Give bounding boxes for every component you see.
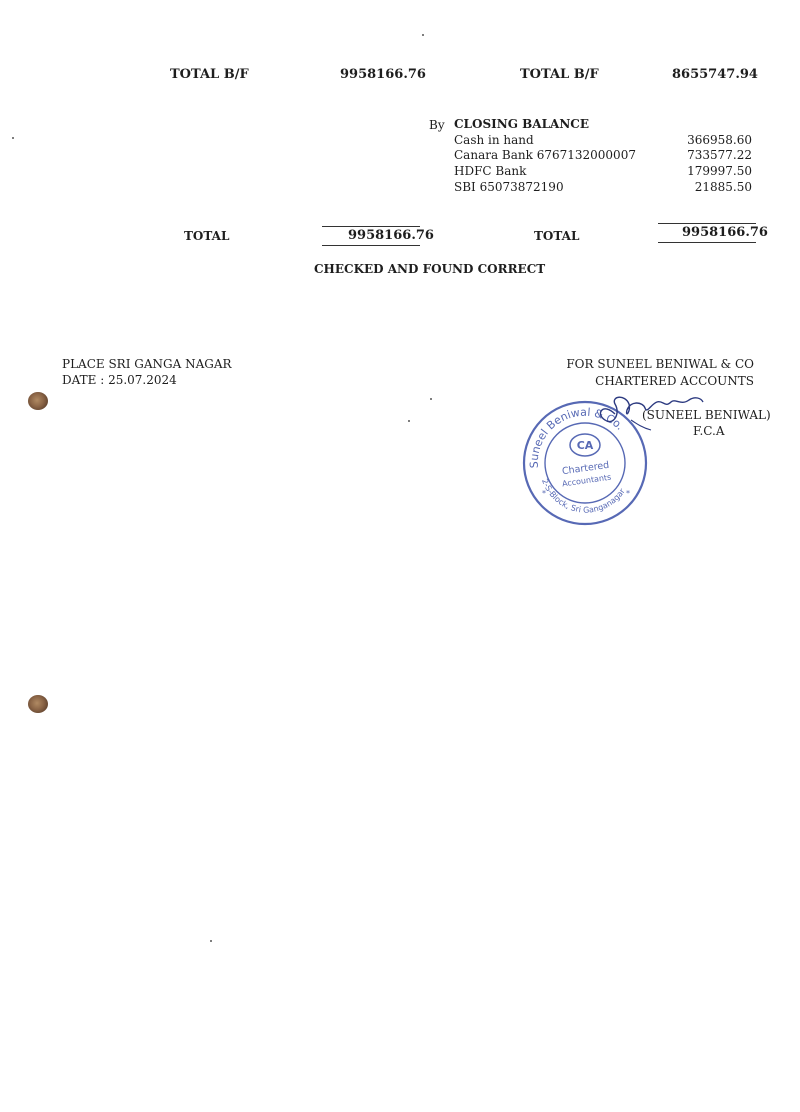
total-bf-right-label: TOTAL B/F — [520, 67, 599, 82]
checked-statement: CHECKED AND FOUND CORRECT — [314, 262, 546, 276]
total-bf-left-value: 9958166.76 — [340, 67, 426, 82]
closing-item-label-cash: Cash in hand — [454, 133, 534, 147]
stamp-bottom-arc-text: 2-S-Block, Sri Ganganagar — [540, 477, 627, 515]
closing-item-label-hdfc: HDFC Bank — [454, 164, 527, 178]
total-right-label: TOTAL — [534, 229, 580, 243]
scan-speck — [210, 940, 212, 942]
closing-item-label-canara: Canara Bank 6767132000007 — [454, 148, 636, 162]
date-line: DATE : 25.07.2024 — [62, 373, 177, 387]
svg-text:Chartered: Chartered — [561, 459, 610, 478]
firm-name-line: FOR SUNEEL BENIWAL & CO — [566, 357, 754, 371]
svg-text:*: * — [542, 489, 546, 498]
binder-hole-top — [28, 392, 48, 410]
total-bf-right-value: 8655747.94 — [672, 67, 758, 82]
signatory-designation: F.C.A — [693, 424, 725, 438]
scan-speck — [408, 420, 410, 422]
total-left-top-rule — [322, 226, 420, 227]
signatory-name: (SUNEEL BENIWAL) — [642, 408, 771, 422]
total-right-value: 9958166.76 — [682, 225, 768, 240]
scan-speck — [430, 398, 432, 400]
closing-item-value-cash: 366958.60 — [687, 133, 752, 147]
svg-text:*: * — [626, 489, 630, 498]
svg-text:Accountants: Accountants — [561, 472, 612, 489]
binder-hole-bottom — [28, 695, 48, 713]
total-bf-left-label: TOTAL B/F — [170, 67, 249, 82]
total-right-bottom-rule — [658, 242, 756, 243]
scan-speck — [422, 34, 424, 36]
firm-type-line: CHARTERED ACCOUNTS — [595, 374, 754, 388]
total-right-top-rule — [658, 223, 756, 224]
closing-item-value-canara: 733577.22 — [687, 148, 752, 162]
total-left-value: 9958166.76 — [348, 228, 434, 243]
by-label: By — [429, 118, 445, 132]
closing-item-value-sbi: 21885.50 — [694, 180, 752, 194]
closing-item-label-sbi: SBI 65073872190 — [454, 180, 564, 194]
total-left-bottom-rule — [322, 245, 420, 246]
closing-item-value-hdfc: 179997.50 — [687, 164, 752, 178]
total-left-label: TOTAL — [184, 229, 230, 243]
scan-speck — [12, 137, 14, 139]
svg-text:CA: CA — [576, 439, 594, 452]
place-line: PLACE SRI GANGA NAGAR — [62, 357, 232, 371]
stamp-top-arc-text: Suneel Beniwal & Co. — [527, 405, 627, 469]
closing-balance-title: CLOSING BALANCE — [454, 117, 589, 131]
